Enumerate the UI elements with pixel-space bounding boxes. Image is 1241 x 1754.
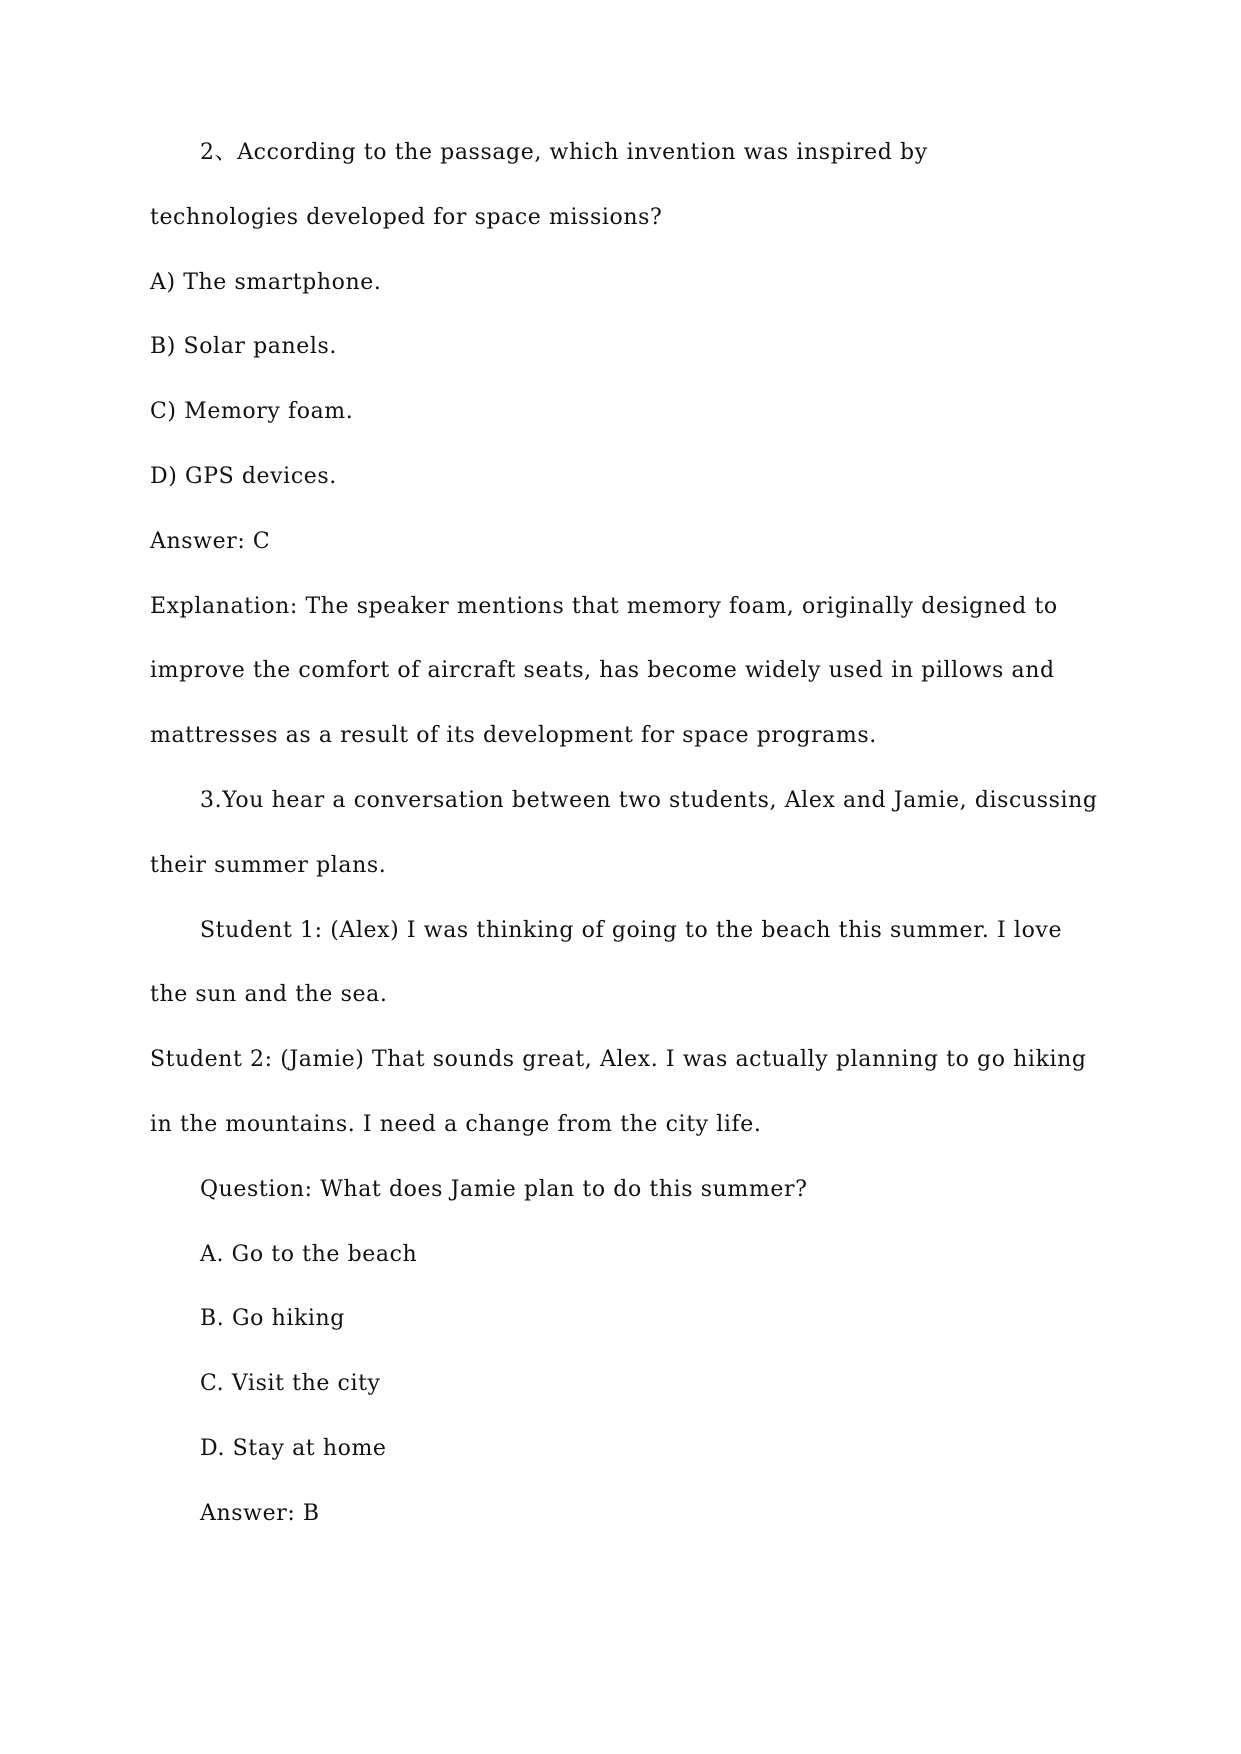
student-2-line-1: Student 2: (Jamie) That sounds great, Alex. I was actually planning to go hiking [150,1047,1087,1073]
student-2-line-2: in the mountains. I need a change from the city life. [150,1111,762,1137]
question-2-explanation-line-1: Explanation: The speaker mentions that memory foam, originally designed to [150,593,1058,619]
question-3-intro-line-1: 3.You hear a conversation between two students, Alex and Jamie, discussing [200,787,1098,813]
question-2-option-a: A) The smartphone. [150,269,382,295]
question-3-option-d: D. Stay at home [200,1435,387,1461]
question-2-stem-line-2: technologies developed for space missions? [150,204,663,230]
question-3-option-b: B. Go hiking [200,1306,345,1332]
question-2-option-b: B) Solar panels. [150,334,338,360]
student-1-line-1: Student 1: (Alex) I was thinking of going to the beach this summer. I love [200,917,1063,943]
question-3-option-a: A. Go to the beach [200,1241,418,1267]
student-1-line-2: the sun and the sea. [150,982,388,1008]
document-body [150,136,1098,1562]
question-3-question: Question: What does Jamie plan to do this summer? [200,1176,808,1202]
question-2-explanation-line-2: improve the comfort of aircraft seats, has become widely used in pillows and [150,658,1055,684]
question-2-explanation-line-3: mattresses as a result of its development for space programs. [150,723,877,749]
question-3-intro-line-2: their summer plans. [150,852,387,878]
question-3-option-c: C. Visit the city [200,1371,381,1397]
question-2-option-d: D) GPS devices. [150,463,337,489]
question-2-stem-line-1: 2、According to the passage, which invention was inspired by [200,140,928,165]
question-2-option-c: C) Memory foam. [150,399,354,425]
question-2-answer: Answer: C [150,528,271,554]
question-3-answer: Answer: B [200,1500,320,1526]
